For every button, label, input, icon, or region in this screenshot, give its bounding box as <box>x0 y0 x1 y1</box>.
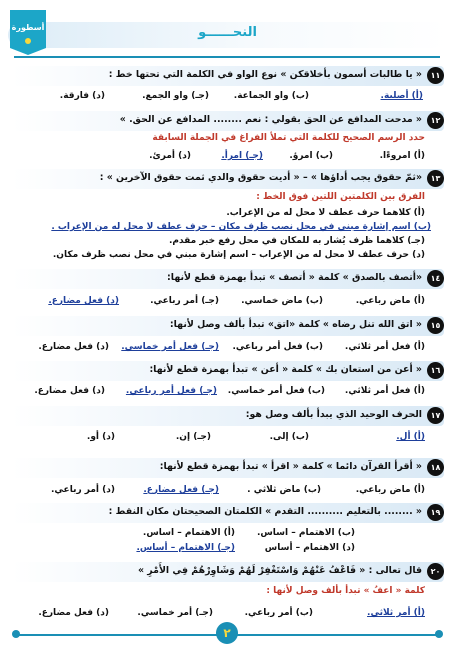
q14-option-a[interactable]: (أ) ماض رباعي. <box>355 296 425 306</box>
question-text: « أعن من استعان بك » كلمة « أعن » تبدأ بهمزة قطع لأنها: <box>149 364 422 375</box>
page-number: ٢ <box>216 622 238 644</box>
q17-option-b[interactable]: (ب) إلى. <box>269 432 309 442</box>
question-number: ١٤ <box>427 270 444 287</box>
q18-option-d[interactable]: (د) أمر رباعي. <box>51 485 115 495</box>
q16-option-a[interactable]: (أ) فعل أمر ثلاثي. <box>344 386 425 396</box>
question-16-bar <box>12 361 444 381</box>
question-12-bar <box>12 111 444 131</box>
q15-option-a[interactable]: (أ) فعل أمر ثلاثي. <box>344 342 425 352</box>
q16-option-c[interactable]: (جـ) فعل أمر رباعي. <box>125 386 217 396</box>
question-19-bar <box>12 503 444 523</box>
q16-option-b[interactable]: (ب) فعل أمر خماسي. <box>227 386 325 396</box>
question-15-bar <box>12 316 444 336</box>
question-text: قال تعالى : « فَاعْفُ عَنْهُمْ وَاسْتَغْفِرْ لَهُمْ وَشَاوِرْهُمْ فِي الأَمْرِ » <box>137 565 422 576</box>
q11-option-a[interactable]: (أ) أصلية. <box>380 91 423 101</box>
q18-option-c[interactable]: (جـ) فعل مضارع. <box>143 485 219 495</box>
question-number: ١٩ <box>427 504 444 521</box>
question-number: ١٢ <box>427 112 444 129</box>
q19-option-d[interactable]: (د) الاهتمام – أساس <box>264 543 355 553</box>
q19-option-c[interactable]: (جـ) الاهتمام – أساس. <box>136 543 235 553</box>
q15-option-c[interactable]: (جـ) فعل أمر خماسي. <box>121 342 219 352</box>
q17-option-a[interactable]: (أ) أل. <box>396 432 425 442</box>
q13-option-c[interactable]: (جـ) كلاهما ظرف يُشار به للمكان في محل رفع خبر مقدم. <box>168 236 425 246</box>
q16-option-d[interactable]: (د) فعل مضارع. <box>34 386 105 396</box>
q20-instruction: كلمة « اعفُ » تبدأ بألف وصل لأنها : <box>266 586 425 596</box>
question-20-bar <box>12 562 444 582</box>
q18-option-b[interactable]: (ب) ماض ثلاثي . <box>247 485 321 495</box>
q13-instruction: الفرق بين الكلمتين اللتين فوق الخط : <box>256 192 425 202</box>
question-text: « ........ بالتعليم .......... التقدم » الكلمتان الصحيحتان مكان النقط : <box>108 506 422 517</box>
question-text: « يا طالبات أسمون بأخلاقكن » نوع الواو في الكلمة التي تحتها خط : <box>108 69 422 80</box>
q11-option-b[interactable]: (ب) واو الجماعة. <box>233 91 309 101</box>
question-text: « مدحت المدافع عن الحق بقولي : نعم ........ المدافع عن الحق. » <box>119 114 422 125</box>
q20-option-a[interactable]: (أ) أمر ثلاثي. <box>367 608 425 618</box>
question-11-bar <box>12 66 444 86</box>
q15-option-d[interactable]: (د) فعل مضارع. <box>38 342 109 352</box>
question-text: الحرف الوحيد الذي يبدأ بألف وصل هو: <box>245 409 422 420</box>
q13-option-a[interactable]: (أ) كلاهما حرف عطف لا محل له من الإعراب. <box>226 208 425 218</box>
question-text: «ثمّ حقوق يجب أداؤها » – « أديت حقوق والدي ثمت حقوق الآخرين » : <box>99 172 422 183</box>
footer-dot-left <box>12 630 20 638</box>
q19-option-b[interactable]: (ب) الاهتمام – اساس. <box>256 528 355 538</box>
q19-option-a[interactable]: (أ) الاهتمام – اساس. <box>142 528 235 538</box>
q12-option-a[interactable]: (أ) امروءًا. <box>379 151 425 161</box>
question-text: «أتصف بالصدق » كلمة « أتصف » تبدأ بهمزة قطع لأنها: <box>167 272 422 283</box>
q13-option-b[interactable]: (ب) اسم إشارة مبني في محل نصب ظرف مكان – حرف عطف لا محل له من الإعراب . <box>51 222 431 232</box>
q14-option-b[interactable]: (ب) ماض خماسي. <box>241 296 323 306</box>
q20-option-c[interactable]: (جـ) أمر خماسي. <box>137 608 213 618</box>
q20-option-b[interactable]: (ب) أمر رباعي. <box>244 608 313 618</box>
question-13-bar <box>12 169 444 189</box>
question-number: ١٥ <box>427 317 444 334</box>
header-rule <box>14 56 440 58</box>
question-number: ١٣ <box>427 170 444 187</box>
brand-logo <box>6 8 50 56</box>
q13-option-d[interactable]: (د) حرف عطف لا محل له من الإعراب – اسم إشارة مبني في محل نصب ظرف مكان. <box>52 250 425 260</box>
q17-option-c[interactable]: (جـ) إن. <box>175 432 211 442</box>
q12-option-b[interactable]: (ب) امرؤ. <box>289 151 333 161</box>
q12-option-d[interactable]: (د) أمرئ. <box>149 151 191 161</box>
question-number: ٢٠ <box>427 563 444 580</box>
question-14-bar <box>12 269 444 289</box>
q14-option-c[interactable]: (جـ) أمر رباعي. <box>150 296 219 306</box>
question-text: « أقرأ القرآن دائما » كلمة « اقرأ » تبدأ بهمزة قطع لأنها: <box>159 461 422 472</box>
question-17-bar <box>12 406 444 426</box>
footer-dot-right <box>435 630 443 638</box>
question-number: ١٦ <box>427 362 444 379</box>
q18-option-a[interactable]: (أ) ماض رباعي. <box>355 485 425 495</box>
q14-option-d[interactable]: (د) فعل مضارع. <box>48 296 119 306</box>
q20-option-d[interactable]: (د) فعل مضارع. <box>38 608 109 618</box>
q12-instruction: حدد الرسم الصحيح للكلمة التي تملأ الفراغ في الجملة السابقة <box>152 133 425 143</box>
svg-text:أسطورة: أسطورة <box>11 23 45 32</box>
page-title: النحــــــو <box>198 25 257 40</box>
q11-option-c[interactable]: (جـ) واو الجمع. <box>142 91 209 101</box>
question-number: ١٧ <box>427 407 444 424</box>
q11-option-d[interactable]: (د) فارقة. <box>59 91 105 101</box>
q17-option-d[interactable]: (د) أو. <box>86 432 115 442</box>
question-number: ١٨ <box>427 459 444 476</box>
q12-option-c[interactable]: (جـ) امرأ. <box>221 151 263 161</box>
question-text: « اتق الله تنل رضاه » كلمة «اتق» تبدأ بألف وصل لأنها: <box>169 319 422 330</box>
question-number: ١١ <box>427 67 444 84</box>
question-18-bar <box>12 458 444 478</box>
q15-option-b[interactable]: (ب) فعل أمر رباعي. <box>232 342 323 352</box>
